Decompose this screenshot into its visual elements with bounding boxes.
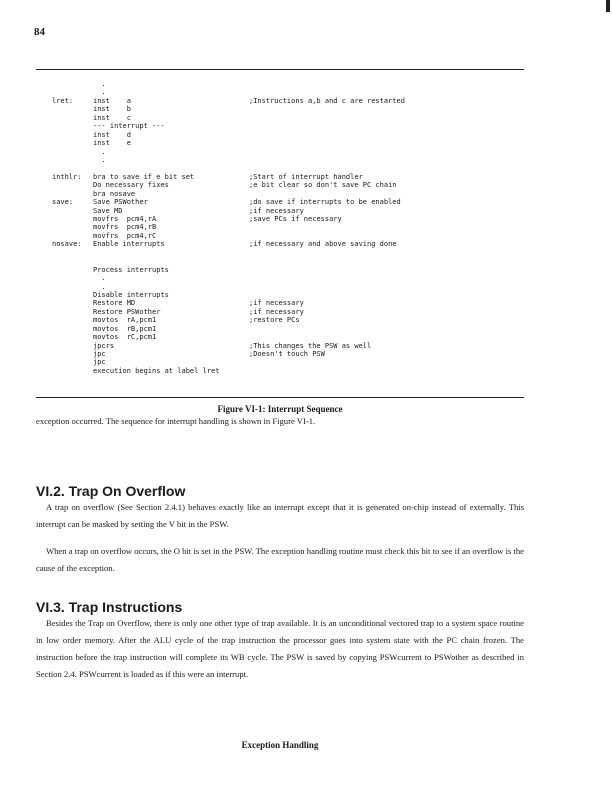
code-instruction: inst c xyxy=(93,113,131,122)
code-instruction: . xyxy=(93,88,106,97)
code-instruction: bra nosave xyxy=(93,189,136,198)
code-instruction: movtos rC,pcm1 xyxy=(93,333,157,342)
code-comment: ;if necessary xyxy=(249,299,304,308)
code-comment: ;Instructions a,b and c are restarted xyxy=(249,96,405,105)
code-comment: ;e bit clear so don't save PC chain xyxy=(249,181,397,190)
code-instruction: Restore MD xyxy=(93,299,136,308)
code-instruction: movfrs pcm4,rB xyxy=(93,223,157,232)
page-number: 84 xyxy=(34,26,45,38)
trap-overflow-text-2: When a trap on overflow occurs, the O bit is set in the PSW. The exception handling routine must check this bit to see if an overflow is the cause of the exception. xyxy=(36,546,524,573)
code-instruction: . xyxy=(93,282,106,291)
code-instruction: Process interrupts xyxy=(93,265,169,274)
trap-instructions-text-1: Besides the Trap on Overflow, there is only one other type of trap available. It is an unconditional vectored trap to a system space routine in low order memory. After the ALU cycle of the trap instruction the processor goes into system state with the PC chain frozen. The instruction before the trap instruction will complete its WB cycle. The PSW is saved by copying PSWcurrent to PSWother as described in Section 2.4. PSWcurrent is loaded as if this were an interrupt. xyxy=(36,618,524,679)
code-instruction: inst d xyxy=(93,130,131,139)
intro-text: exception occurred. The sequence for interrupt handling is shown in Figure VI-1. xyxy=(36,416,316,426)
code-comment: ;Doesn't touch PSW xyxy=(249,350,325,358)
code-instruction: Save PSWother xyxy=(93,198,148,207)
trap-overflow-text-1: A trap on overflow (See Section 2.4.1) behaves exactly like an interrupt except that it is generated on-chip instead of externally. This interrupt can be masked by setting the V bit in the PSW. xyxy=(36,502,524,529)
code-comment: ;if necessary and above saving done xyxy=(249,240,397,249)
code-instruction: jpc xyxy=(93,358,106,367)
code-label: save: xyxy=(52,198,74,207)
code-instruction: inst b xyxy=(93,105,131,114)
scan-edge-mark xyxy=(606,0,610,12)
code-instruction: jpcrs xyxy=(93,341,115,350)
code-instruction: . xyxy=(93,80,106,88)
code-instruction: bra to save if e bit set xyxy=(93,172,195,181)
code-instruction: movtos rA,pcm1 xyxy=(93,316,157,325)
code-instruction: movtos rB,pcm1 xyxy=(93,324,157,333)
code-instruction: . xyxy=(93,155,106,164)
code-instruction: Save MD xyxy=(93,206,123,215)
code-comment: ;restore PCs xyxy=(249,316,300,325)
trap-overflow-para-2 xyxy=(36,543,524,577)
code-instruction: jpc xyxy=(93,350,106,358)
code-instruction: inst e xyxy=(93,139,131,148)
code-instruction: . xyxy=(93,147,106,156)
code-instruction: inst a xyxy=(93,96,131,105)
code-comment: ;This changes the PSW as well xyxy=(249,341,372,350)
trap-instructions-para-1 xyxy=(36,615,524,683)
section-heading-trap-instructions: VI.3. Trap Instructions xyxy=(36,599,183,615)
trap-overflow-para-1 xyxy=(36,499,524,533)
intro-paragraph xyxy=(36,413,524,430)
code-instruction: execution begins at label lret xyxy=(93,366,220,375)
figure-caption: Figure VI-1: Interrupt Sequence xyxy=(217,404,343,414)
code-instruction: Restore PSWother xyxy=(93,307,161,316)
section-heading-trap-overflow: VI.2. Trap On Overflow xyxy=(36,483,186,499)
code-instruction: movfrs pcm4,rC xyxy=(93,231,157,240)
code-comment: ;if necessary xyxy=(249,206,304,215)
code-instruction: movfrs pcm4,rA xyxy=(93,215,157,223)
code-label: inthlr: xyxy=(52,172,82,181)
code-instruction: Disable interrupts xyxy=(93,290,169,299)
code-label: lret: xyxy=(52,96,74,105)
figure-top-rule xyxy=(36,69,524,70)
code-instruction: Do necessary fixes xyxy=(93,181,169,190)
code-comment: ;do save if interrupts to be enabled xyxy=(249,198,401,207)
code-comment: ;if necessary xyxy=(249,307,304,316)
code-label: nosave: xyxy=(52,240,82,249)
code-comment: ;save PCs if necessary xyxy=(249,215,342,223)
code-instruction: --- interrupt --- xyxy=(93,122,165,131)
page-footer: Exception Handling xyxy=(241,740,319,750)
figure-bottom-rule xyxy=(36,397,524,398)
code-comment: ;Start of interrupt handler xyxy=(249,172,363,181)
code-instruction: . xyxy=(93,274,106,283)
code-instruction: Enable interrupts xyxy=(93,240,165,249)
